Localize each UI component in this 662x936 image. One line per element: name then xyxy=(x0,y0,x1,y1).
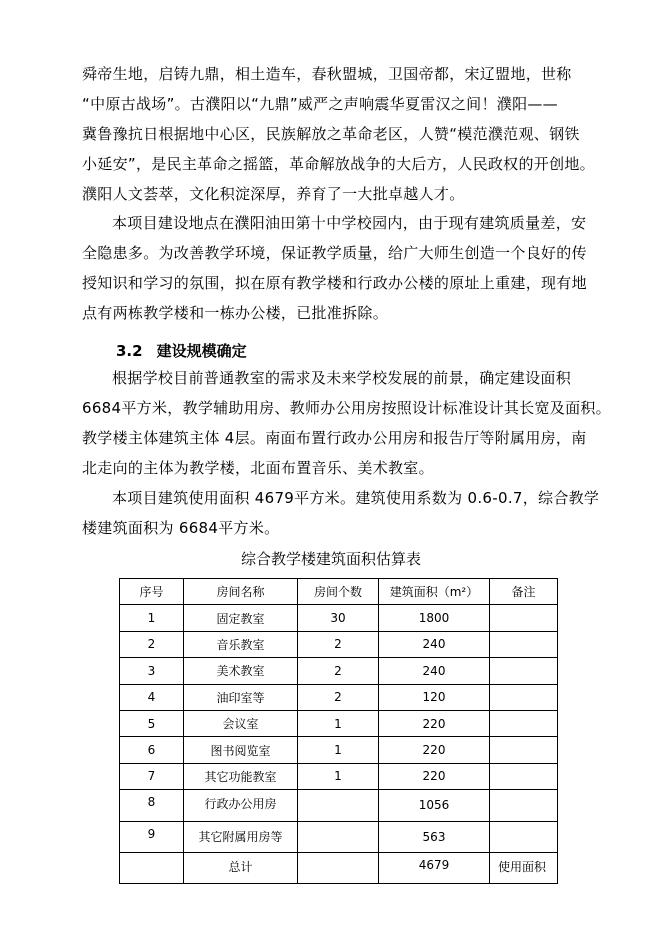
room-count: 2 xyxy=(298,631,379,657)
row-index: 1 xyxy=(120,605,184,631)
floor-area: 220 xyxy=(379,710,490,736)
table-title: 综合教学楼建筑面积估算表 xyxy=(240,550,421,568)
table-row xyxy=(120,631,558,657)
floor-area: 1056 xyxy=(379,790,490,821)
row-index: 5 xyxy=(120,710,184,736)
paragraph-1-line-2: “中原古战场”。古濮阳以“九鼎”威严之声响震华夏雷汉之间！濮阳—— xyxy=(82,95,558,113)
row-index: 4 xyxy=(120,684,184,710)
room-name: 油印室等 xyxy=(184,684,298,710)
paragraph-3-line-4: 北走向的主体为教学楼，北面布置音乐、美术教室。 xyxy=(82,459,434,477)
remark xyxy=(490,710,558,736)
floor-area: 220 xyxy=(379,737,490,763)
paragraph-3-line-1: 根据学校目前普通教室的需求及未来学校发展的前景，确定建设面积 xyxy=(112,369,572,387)
total-count-cell xyxy=(298,852,379,883)
remark xyxy=(490,605,558,631)
paragraph-4-line-2: 楼建筑面积为 6684平方米。 xyxy=(82,519,280,537)
table-header-row xyxy=(120,579,558,605)
room-count: 1 xyxy=(298,763,379,789)
table-row xyxy=(120,710,558,736)
room-count xyxy=(298,821,379,852)
header-cell: 建筑面积（m²） xyxy=(379,579,490,605)
section-number: 3.2 xyxy=(116,342,143,360)
total-empty-cell xyxy=(120,852,184,883)
room-name: 行政办公用房 xyxy=(184,790,298,821)
paragraph-2-line-3: 授知识和学习的氛围，拟在原有教学楼和行政办公楼的原址上重建，现有地 xyxy=(82,274,587,292)
remark xyxy=(490,821,558,852)
table-row xyxy=(120,737,558,763)
header-cell: 房间名称 xyxy=(184,579,298,605)
section-heading xyxy=(116,340,247,361)
paragraph-1-line-5: 濮阳人文荟萃，文化积淀深厚，养育了一大批卓越人才。 xyxy=(82,185,465,203)
total-label: 总计 xyxy=(184,852,298,883)
table-row xyxy=(120,821,558,852)
room-name: 图书阅览室 xyxy=(184,737,298,763)
row-index: 9 xyxy=(120,821,184,852)
paragraph-4-line-1: 本项目建筑使用面积 4679平方米。建筑使用系数为 0.6-0.7，综合教学 xyxy=(112,489,600,507)
remark xyxy=(490,684,558,710)
remark xyxy=(490,658,558,684)
paragraph-2-line-2: 全隐患多。为改善教学环境，保证教学质量，给广大师生创造一个良好的传 xyxy=(82,244,587,262)
room-name: 其它附属用房等 xyxy=(184,821,298,852)
room-name: 固定教室 xyxy=(184,605,298,631)
row-index: 7 xyxy=(120,763,184,789)
room-count: 2 xyxy=(298,684,379,710)
row-index: 2 xyxy=(120,631,184,657)
remark xyxy=(490,631,558,657)
paragraph-1-line-3: 冀鲁豫抗日根据地中心区，民族解放之革命老区，人赞“模范濮范观、钢铁 xyxy=(82,125,580,143)
table-total-row xyxy=(120,852,558,883)
floor-area: 240 xyxy=(379,658,490,684)
total-note: 使用面积 xyxy=(490,852,558,883)
room-count xyxy=(298,790,379,821)
room-count: 30 xyxy=(298,605,379,631)
total-area: 4679 xyxy=(379,852,490,883)
room-name: 美术教室 xyxy=(184,658,298,684)
remark xyxy=(490,790,558,821)
paragraph-1-line-4: 小延安”，是民主革命之摇篮，革命解放战争的大后方，人民政权的开创地。 xyxy=(82,155,595,173)
row-index: 6 xyxy=(120,737,184,763)
floor-area: 220 xyxy=(379,763,490,789)
paragraph-2-line-1: 本项目建设地点在濮阳油田第十中学校园内，由于现有建筑质量差，安 xyxy=(112,214,587,232)
room-count: 2 xyxy=(298,658,379,684)
row-index: 8 xyxy=(120,790,184,821)
table-row xyxy=(120,658,558,684)
paragraph-1-line-1: 舜帝生地，启铸九鼎，相土造车，春秋盟城，卫国帝都，宋辽盟地，世称 xyxy=(82,65,572,83)
paragraph-2-line-4: 点有两栋教学楼和一栋办公楼，已批准拆除。 xyxy=(82,304,389,322)
paragraph-3-line-2: 6684平方米，教学辅助用房、教师办公用房按照设计标准设计其长宽及面积。 xyxy=(82,399,611,417)
table-row xyxy=(120,790,558,821)
room-name: 音乐教室 xyxy=(184,631,298,657)
table-row xyxy=(120,684,558,710)
room-count: 1 xyxy=(298,710,379,736)
header-cell: 备注 xyxy=(490,579,558,605)
header-cell: 序号 xyxy=(120,579,184,605)
remark xyxy=(490,763,558,789)
floor-area: 120 xyxy=(379,684,490,710)
table-row xyxy=(120,605,558,631)
section-title: 建设规模确定 xyxy=(156,342,247,360)
room-name: 其它功能教室 xyxy=(184,763,298,789)
remark xyxy=(490,737,558,763)
floor-area: 240 xyxy=(379,631,490,657)
paragraph-3-line-3: 教学楼主体建筑主体 4层。南面布置行政办公用房和报告厅等附属用房，南 xyxy=(82,429,587,447)
table-row xyxy=(120,763,558,789)
header-cell: 房间个数 xyxy=(298,579,379,605)
room-count: 1 xyxy=(298,737,379,763)
row-index: 3 xyxy=(120,658,184,684)
floor-area: 563 xyxy=(379,821,490,852)
floor-area: 1800 xyxy=(379,605,490,631)
area-estimate-table xyxy=(119,578,558,884)
room-name: 会议室 xyxy=(184,710,298,736)
